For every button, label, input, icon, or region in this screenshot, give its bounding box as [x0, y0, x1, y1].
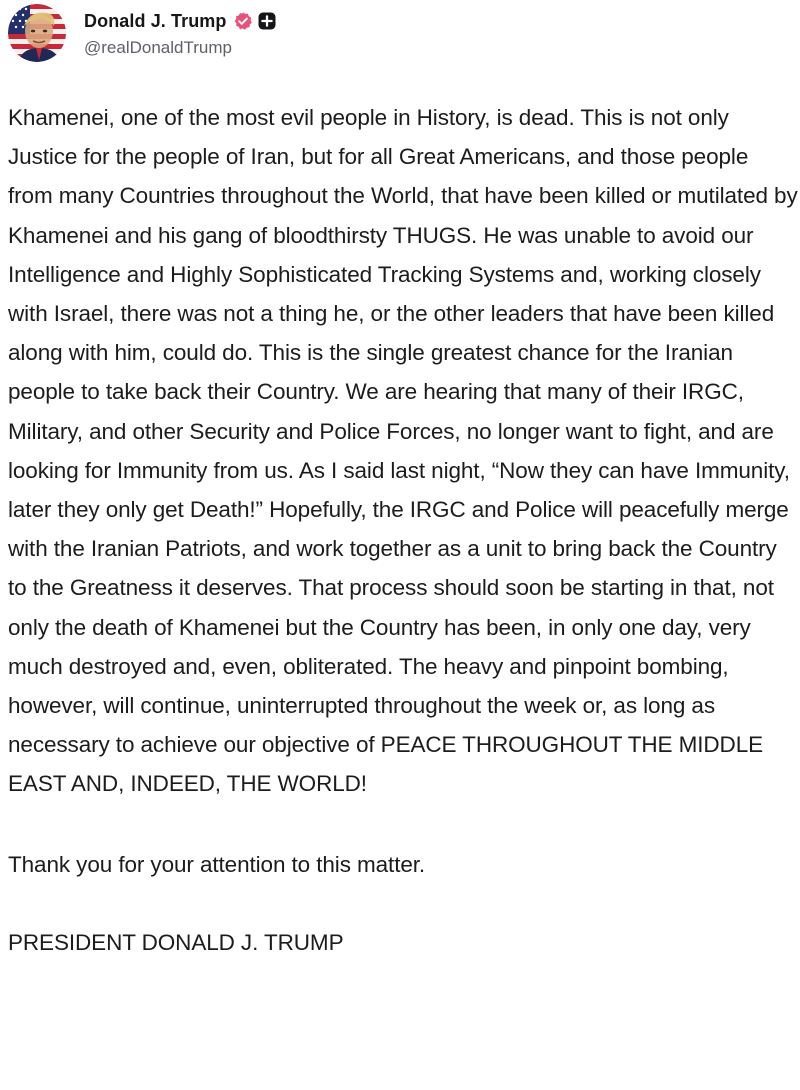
plus-badge-icon — [258, 12, 276, 30]
post-body — [8, 98, 798, 962]
post-text: Khamenei, one of the most evil people in History, is dead. This is not only Justice for the people of Iran, but for all Great Americans, and those people from many Countries throughout the World, that have been killed or mutilated by Khamenei and his gang of bloodthirsty THUGS. He was unable to avoid our Intelligence and Highly Sophisticated Tracking Systems and, working closely with Israel, there was not a thing he, or the other leaders that have been killed along with him, could do. This is the single greatest chance for the Iranian people to take back their Country. We are hearing that many of their IRGC, Military, and other Security and Police Forces, no longer want to fight, and are looking for Immunity from us. As I said last night, “Now they can have Immunity, later they only get Death!” Hopefully, the IRGC and Police will peacefully merge with the Iranian Patriots, and work together as a unit to bring back the Country to the Greatness it deserves. That process should soon be starting in that, not only the death of Khamenei but the Country has been, in only one day, very much destroyed and, even, obliterated. The heavy and pinpoint bombing, however, will continue, uninterrupted throughout the week or, as long as necessary to achieve our objective of PEACE THROUGHOUT THE MIDDLE EAST AND, INDEED, THE WORLD! — [8, 105, 798, 797]
author-block — [84, 10, 276, 58]
post-signature: PRESIDENT DONALD J. TRUMP — [8, 929, 344, 955]
post-thanks-text: Thank you for your attention to this matter. — [8, 851, 426, 877]
name-row — [84, 10, 276, 32]
post-header — [8, 4, 276, 66]
avatar[interactable] — [8, 4, 66, 62]
handle[interactable]: @realDonaldTrump — [84, 38, 232, 57]
display-name[interactable]: Donald J. Trump — [84, 10, 227, 31]
avatar-image — [8, 4, 66, 62]
verified-badge-icon — [233, 11, 253, 31]
